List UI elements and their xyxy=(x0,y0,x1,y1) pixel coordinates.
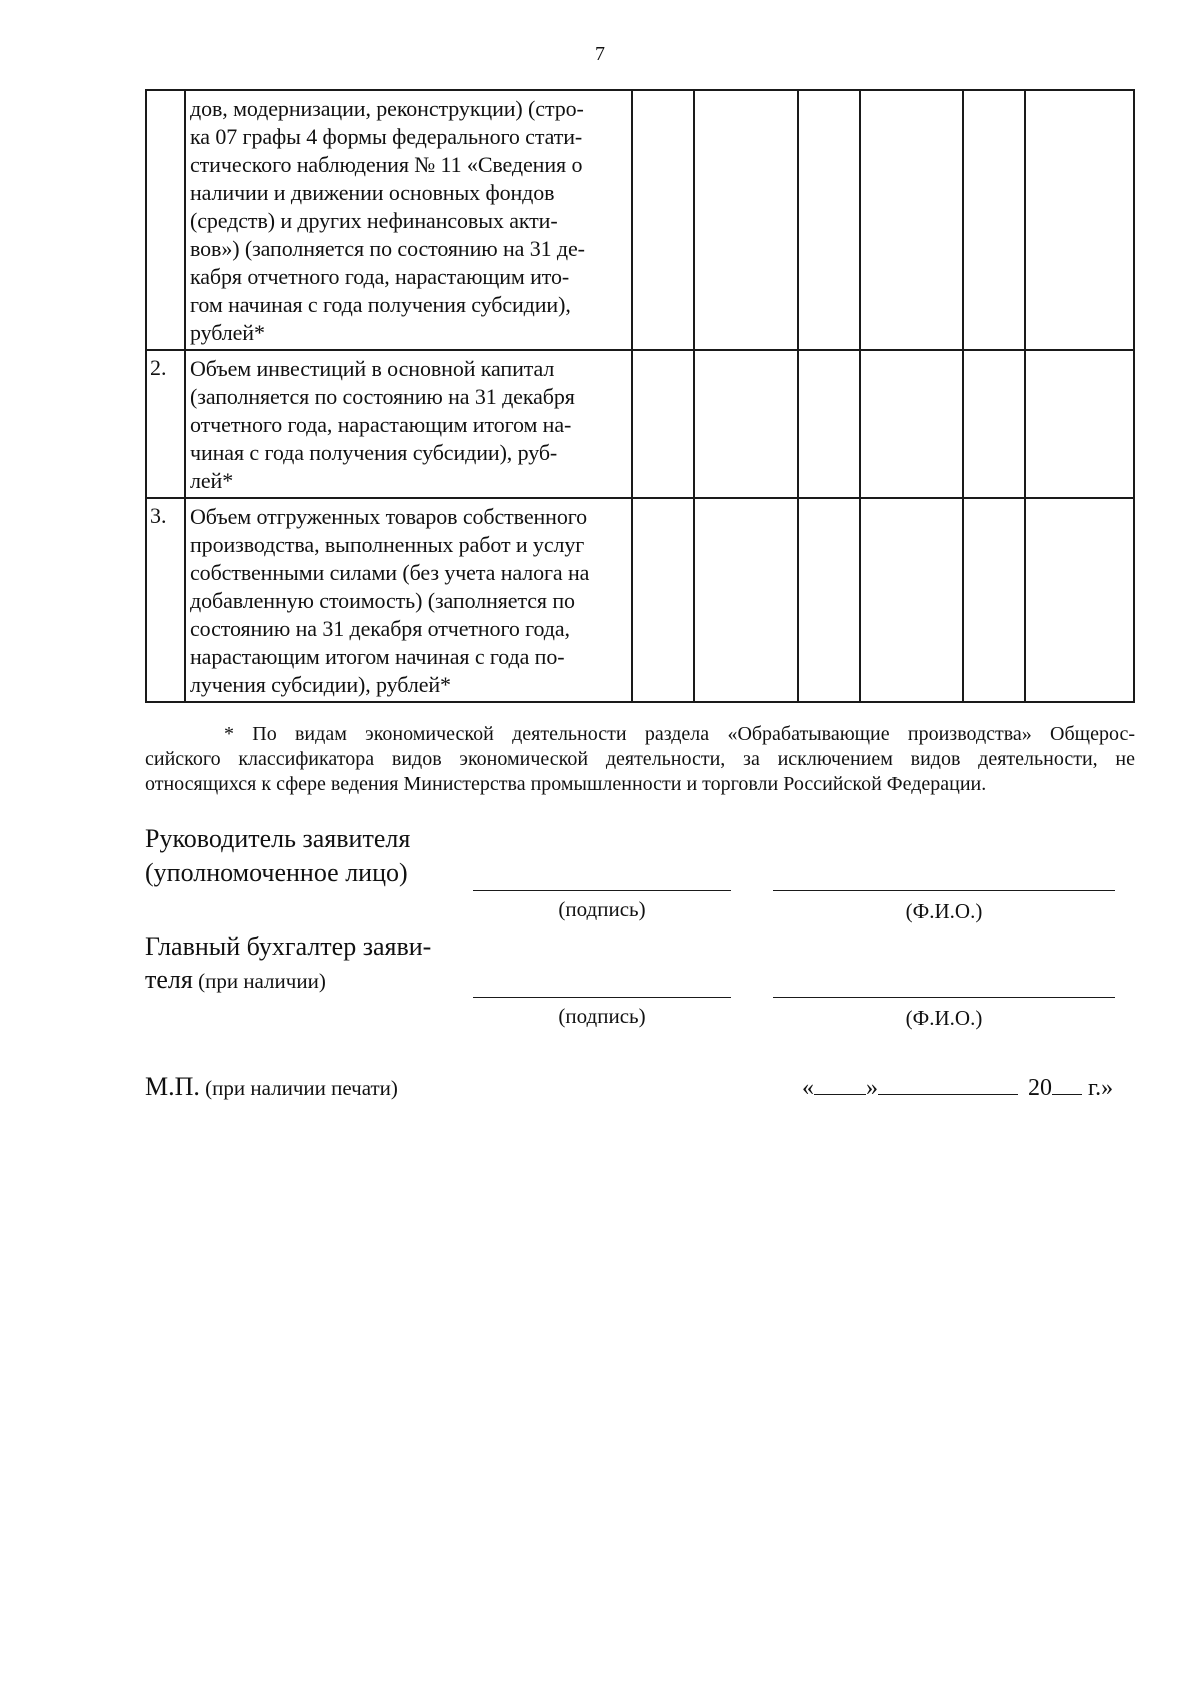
description-line: лучения субсидии), рублей* xyxy=(190,672,451,697)
value-cell[interactable] xyxy=(798,350,860,498)
description-line: (заполняется по состоянию на 31 декабря xyxy=(190,384,575,409)
stamp-label: М.П. (при наличии печати) xyxy=(145,1072,398,1101)
value-cell[interactable] xyxy=(694,90,798,350)
accountant-label-line2: теля (при наличии) xyxy=(145,965,326,994)
head-signature-caption: (подпись) xyxy=(558,897,646,921)
description-line: добавленную стоимость) (заполняется по xyxy=(190,588,575,613)
head-label-line2: (уполномоченное лицо) xyxy=(145,858,408,887)
table-body xyxy=(146,90,1134,702)
value-cell[interactable] xyxy=(1025,90,1134,350)
head-label xyxy=(145,822,410,890)
description-line: собственными силами (без учета налога на xyxy=(190,560,590,585)
description-line: Объем инвестиций в основной капитал xyxy=(190,356,555,381)
date-field xyxy=(802,1072,1113,1103)
description-line: отчетного года, нарастающим итогом на- xyxy=(190,412,572,437)
description-line: чиная с года получения субсидии), руб- xyxy=(190,440,558,465)
accountant-signature-line[interactable] xyxy=(473,997,731,998)
date-month-blank[interactable] xyxy=(878,1072,1018,1095)
description-line: нарастающим итогом начиная с года по- xyxy=(190,644,565,669)
row-number: 2. xyxy=(146,350,185,498)
value-cell[interactable] xyxy=(798,90,860,350)
head-name-caption: (Ф.И.О.) xyxy=(905,899,983,923)
row-number xyxy=(146,90,185,350)
date-close-quote: » xyxy=(866,1075,878,1101)
footnote xyxy=(145,722,1135,797)
indicator-description xyxy=(185,498,632,702)
description-line: производства, выполненных работ и услуг xyxy=(190,532,585,557)
footnote-line: * По видам экономической деятельности раздела «Обрабатывающие производства» Общерос- xyxy=(224,723,1135,745)
description-line: Объем отгруженных товаров собственного xyxy=(190,504,588,529)
date-year-blank[interactable] xyxy=(1052,1072,1082,1095)
indicators-table xyxy=(145,89,1135,703)
value-cell[interactable] xyxy=(632,350,694,498)
table-row xyxy=(146,498,1134,702)
description-line: ка 07 графы 4 формы федерального стати- xyxy=(190,124,583,149)
description-line: гом начиная с года получения субсидии), xyxy=(190,292,571,317)
description-line: состоянию на 31 декабря отчетного года, xyxy=(190,616,570,641)
description-line: вов») (заполняется по состоянию на 31 де- xyxy=(190,236,585,261)
indicator-description xyxy=(185,90,632,350)
table-row xyxy=(146,350,1134,498)
value-cell[interactable] xyxy=(694,498,798,702)
description-line: кабря отчетного года, нарастающим ито- xyxy=(190,264,570,289)
footnote-line: сийского классификатора видов экономической деятельности, за исключением видов деятельности, не xyxy=(145,748,1135,770)
value-cell[interactable] xyxy=(1025,498,1134,702)
description-line: наличии и движении основных фондов xyxy=(190,180,555,205)
accountant-label xyxy=(145,930,431,1000)
value-cell[interactable] xyxy=(632,498,694,702)
date-year-prefix: 20 xyxy=(1028,1075,1052,1101)
value-cell[interactable] xyxy=(694,350,798,498)
accountant-name-line[interactable] xyxy=(773,997,1115,998)
value-cell[interactable] xyxy=(963,350,1025,498)
head-signature-line[interactable] xyxy=(473,890,731,891)
value-cell[interactable] xyxy=(632,90,694,350)
date-year-suffix: г.» xyxy=(1082,1075,1114,1101)
value-cell[interactable] xyxy=(963,498,1025,702)
value-cell[interactable] xyxy=(1025,350,1134,498)
description-line: дов, модернизации, реконструкции) (стро- xyxy=(190,96,584,121)
value-cell[interactable] xyxy=(963,90,1025,350)
head-name-line[interactable] xyxy=(773,890,1115,891)
page-number: 7 xyxy=(595,43,605,65)
date-day-blank[interactable] xyxy=(814,1072,866,1095)
description-line: лей* xyxy=(190,468,234,493)
value-cell[interactable] xyxy=(798,498,860,702)
head-label-line1: Руководитель заявителя xyxy=(145,824,411,853)
description-line: рублей* xyxy=(190,320,265,345)
table-row xyxy=(146,90,1134,350)
accountant-signature-caption: (подпись) xyxy=(558,1004,646,1028)
value-cell[interactable] xyxy=(860,350,963,498)
value-cell[interactable] xyxy=(860,498,963,702)
accountant-name-caption: (Ф.И.О.) xyxy=(905,1006,983,1030)
indicator-description xyxy=(185,350,632,498)
description-line: стического наблюдения № 11 «Сведения о xyxy=(190,152,583,177)
value-cell[interactable] xyxy=(860,90,963,350)
row-number: 3. xyxy=(146,498,185,702)
description-line: (средств) и других нефинансовых акти- xyxy=(190,208,558,233)
date-open-quote: « xyxy=(802,1075,814,1101)
accountant-label-line1: Главный бухгалтер заяви- xyxy=(145,932,432,961)
footnote-line: относящихся к сфере ведения Министерства промышленности и торговли Российской Федерации. xyxy=(145,773,987,795)
